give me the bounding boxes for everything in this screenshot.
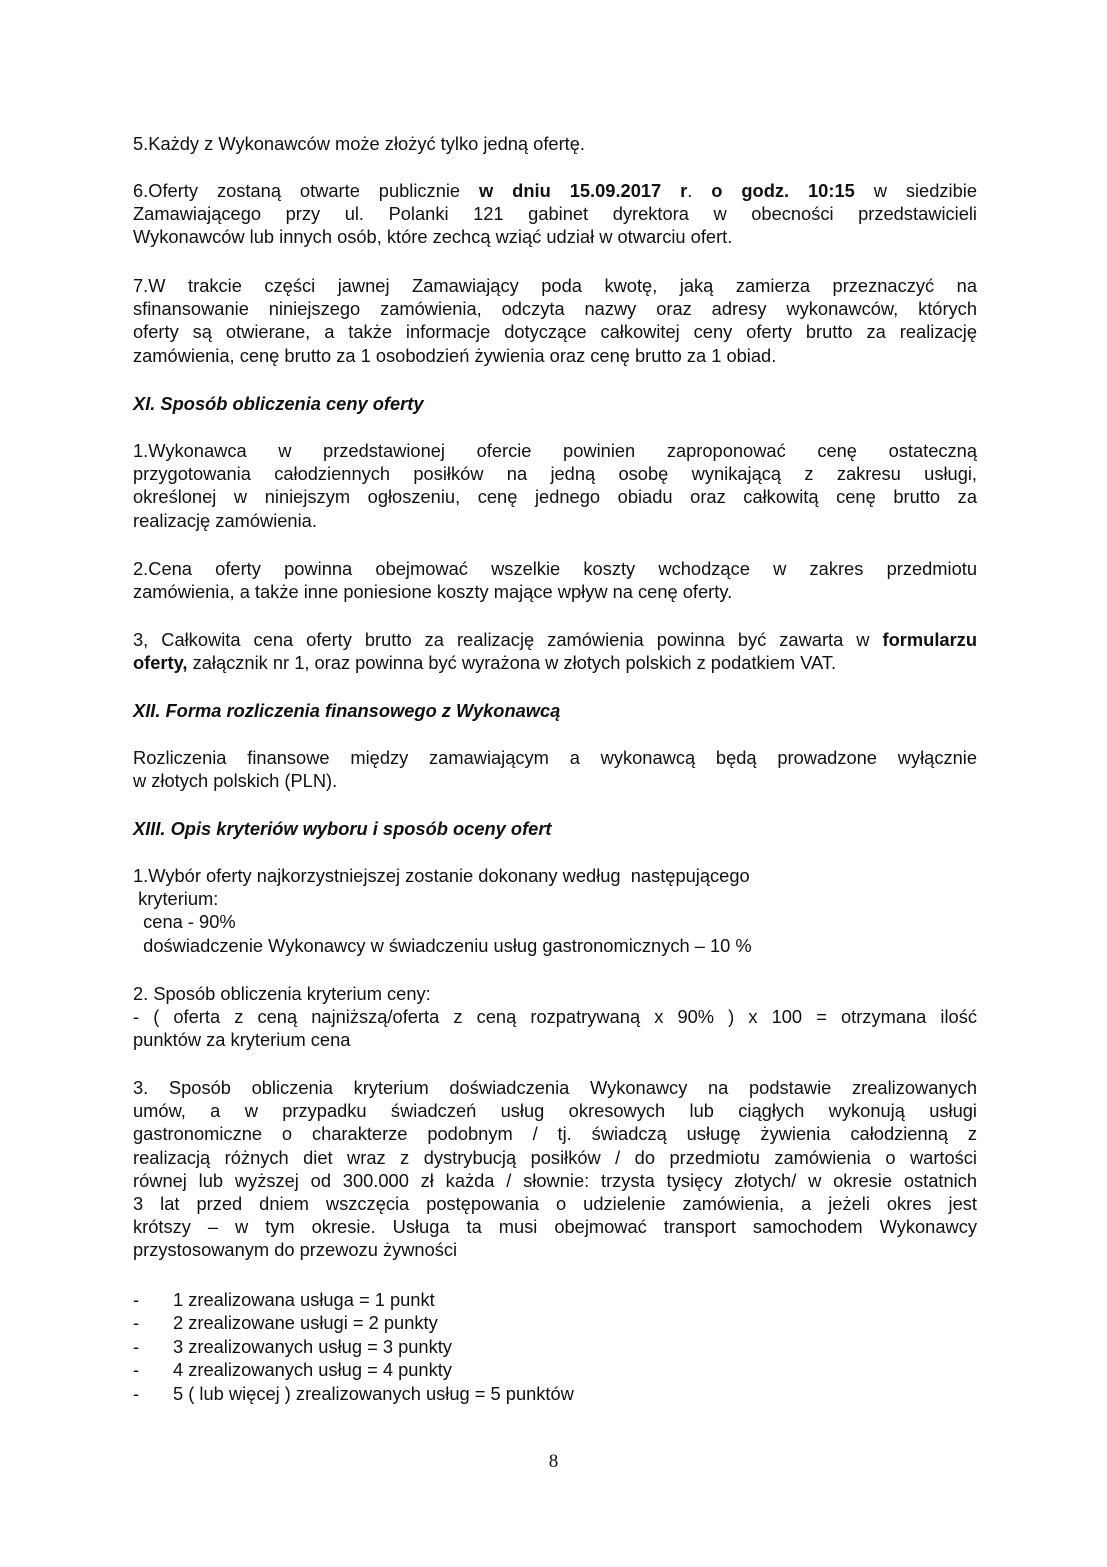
text-line: 2. Sposób obliczenia kryterium ceny: [133,983,431,1004]
paragraph-xi-2 [133,557,977,603]
text-run: załącznik nr 1, oraz powinna być wyrażona w złotych polskich z podatkiem VAT. [187,652,837,674]
text-line: zamówienia, a także inne poniesione koszty mające wpływ na cenę oferty. [133,581,733,603]
text-line [133,628,977,651]
list-item-text: 4 zrealizowanych usług = 4 punkty [173,1359,452,1380]
list-item [133,1311,833,1334]
section-heading-xi [133,392,977,415]
text-line: 7.W trakcie części jawnej Zamawiający poda kwotę, jaką zamierza przeznaczyć na [133,275,977,296]
text-line: równej lub wyższej od 300.000 zł każda / słownie: trzysta tysięcy złotych/ w okresie ostatnich [133,1169,977,1191]
paragraph-xii [133,746,977,792]
text-line: umów, a w przypadku świadczeń usług okresowych lub ciągłych wykonują usługi [133,1100,977,1122]
text-line: realizacją różnych diet wraz z dystrybucją posiłków / do przedmiotu zamówienia o wartości [133,1146,977,1168]
text-line: 1.Wykonawca w przedstawionej ofercie powinien zaproponować cenę ostateczną [133,440,977,461]
page-number: 8 [548,1451,559,1472]
bold-time: o godz. 10:15 [711,180,855,201]
list-dash: - [133,1336,140,1357]
list-item-text: 3 zrealizowanych usług = 3 punkty [173,1336,452,1357]
text-line: gastronomiczne o charakterze podobnym / tj. świadczą usługę żywienia całodzienną z [133,1123,977,1145]
text-line: Wykonawców lub innych osób, które zechcą wziąć udział w otwarciu ofert. [133,226,733,248]
text-line [133,179,977,202]
text-line: przygotowania całodziennych posiłków na jedną osobę wynikającą z zakresu usługi, [133,463,977,485]
list-dash: - [133,1289,140,1310]
text-line: określonej w niniejszym ogłoszeniu, cenę jednego obiadu oraz całkowitą cenę brutto za [133,486,977,508]
paragraph-5 [133,132,977,155]
text-line: sfinansowanie niniejszego zamówienia, odczyta nazwy oraz adresy wykonawców, których [133,298,977,320]
heading-text: XII. Forma rozliczenia finansowego z Wykonawcą [133,700,561,721]
list-item-text: 2 zrealizowane usługi = 2 punkty [173,1312,438,1333]
heading-text: XI. Sposób obliczenia ceny oferty [133,393,424,414]
text-line: 3. Sposób obliczenia kryterium doświadczenia Wykonawcy na podstawie zrealizowanych [133,1077,977,1098]
text-line: 1.Wybór oferty najkorzystniejszej zostanie dokonany według następującego [133,865,750,886]
text-line: zamówienia, cenę brutto za 1 osobodzień żywienia oraz cenę brutto za 1 obiad. [133,344,777,366]
list-item [133,1335,833,1358]
text-run: w siedzibie [854,180,977,201]
list-item-text: 5 ( lub więcej ) zrealizowanych usług = 5 punktów [173,1383,574,1404]
text-line: krótszy – w tym okresie. Usługa ta musi obejmować transport samochodem Wykonawcy [133,1216,977,1238]
paragraph-xi-3 [133,628,977,674]
section-heading-xiii [133,817,977,840]
text-line: doświadczenie Wykonawcy w świadczeniu usług gastronomicznych – 10 % [133,934,752,956]
text-line: 5.Każdy z Wykonawców może złożyć tylko jedną ofertę. [133,133,585,154]
paragraph-7 [133,274,977,367]
text-line: - ( oferta z ceną najniższą/oferta z ceną rozpatrywaną x 90% ) x 100 = otrzymana ilość [133,1006,977,1028]
heading-text: XIII. Opis kryteriów wyboru i sposób oceny ofert [133,818,552,839]
paragraph-xiii-1 [133,864,977,957]
list-dash: - [133,1312,140,1333]
text-line [133,651,977,674]
section-heading-xii [133,699,977,722]
paragraph-xiii-3 [133,1076,977,1262]
text-line: 3 lat przed dniem wszczęcia postępowania o udzielenie zamówienia, a jeżeli okres jest [133,1193,977,1215]
list-item [133,1358,833,1381]
text-run: . [687,180,712,201]
list-item-text: 1 zrealizowana usługa = 1 punkt [173,1289,435,1310]
text-line: Zamawiającego przy ul. Polanki 121 gabinet dyrektora w obecności przedstawicieli [133,203,977,225]
bold-term: oferty, [133,652,188,674]
text-line: realizację zamówienia. [133,509,317,531]
list-dash: - [133,1383,140,1404]
bold-date: w dniu 15.09.2017 r [479,180,688,201]
text-line: oferty są otwierane, a także informacje dotyczące całkowitej ceny oferty brutto za realizację [133,321,977,343]
list-item [133,1288,833,1311]
text-line: przystosowanym do przewozu żywności [133,1239,458,1261]
paragraph-xiii-2 [133,982,977,1052]
text-line: cena - 90% [133,911,236,933]
list-dash: - [133,1359,140,1380]
text-run: 3, Całkowita cena oferty brutto za realizację zamówienia powinna być zawarta w [133,629,883,650]
text-line: Rozliczenia finansowe między zamawiającym a wykonawcą będą prowadzone wyłącznie [133,747,977,768]
bold-term: formularzu [882,629,977,650]
text-line: punktów za kryterium cena [133,1029,351,1051]
text-line: w złotych polskich (PLN). [133,770,338,792]
list-item [133,1382,833,1405]
text-line: kryterium: [133,888,219,910]
text-line: 2.Cena oferty powinna obejmować wszelkie koszty wchodzące w zakres przedmiotu [133,558,977,579]
paragraph-xi-1 [133,439,977,532]
text-run: 6.Oferty zostaną otwarte publicznie [133,180,480,201]
paragraph-6 [133,179,977,249]
